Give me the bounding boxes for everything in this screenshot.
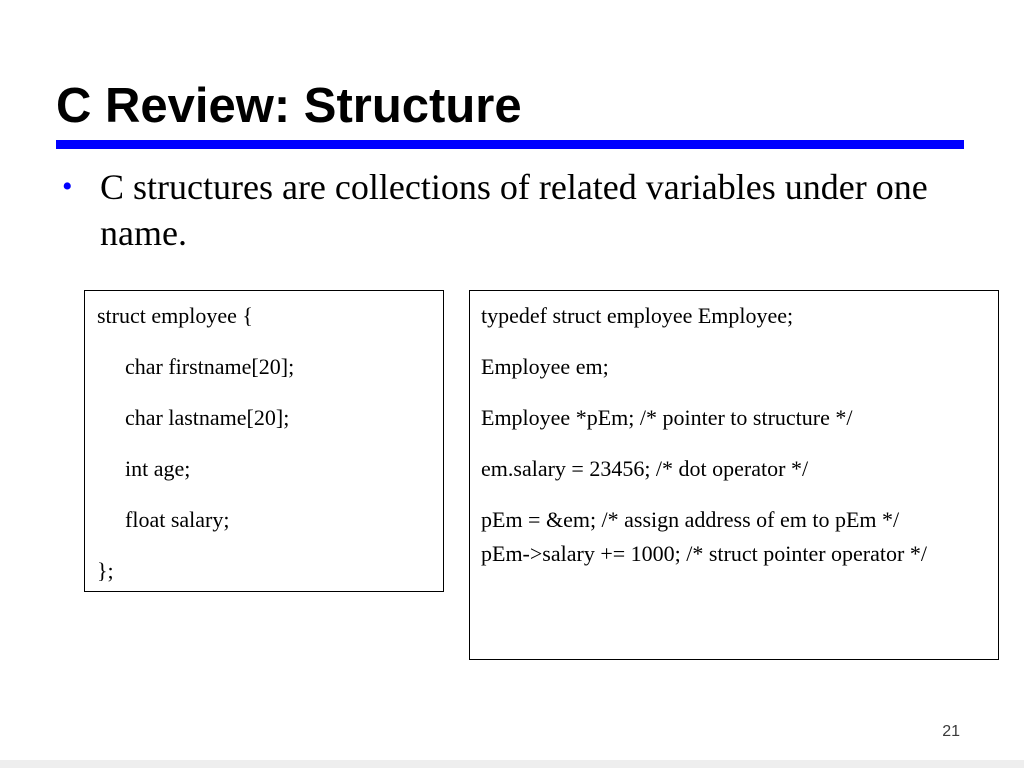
code-line: em.salary = 23456; /* dot operator */: [481, 456, 809, 481]
bottom-divider: [0, 760, 1024, 768]
code-line: char lastname[20];: [125, 405, 290, 430]
code-line: Employee *pEm; /* pointer to structure */: [481, 405, 853, 430]
code-line: typedef struct employee Employee;: [481, 303, 794, 328]
code-line: };: [97, 558, 114, 583]
page-number: 21: [942, 723, 960, 740]
code-line: pEm->salary += 1000; /* struct pointer operator */: [481, 541, 927, 566]
slide-title: C Review: Structure: [56, 79, 522, 133]
code-line: int age;: [125, 456, 191, 481]
struct-usage-box: [469, 290, 999, 660]
code-line: pEm = &em; /* assign address of em to pEm */: [481, 507, 900, 532]
code-line: char firstname[20];: [125, 354, 295, 379]
bullet-icon: •: [62, 170, 73, 203]
title-underline: [56, 140, 964, 149]
code-line: struct employee {: [97, 303, 253, 328]
code-line: float salary;: [125, 507, 230, 532]
bullet-text: C structures are collections of related variables under one name.: [100, 167, 928, 253]
code-line: Employee em;: [481, 354, 609, 379]
bullet-item: [62, 164, 962, 256]
struct-definition-box: [84, 290, 444, 592]
